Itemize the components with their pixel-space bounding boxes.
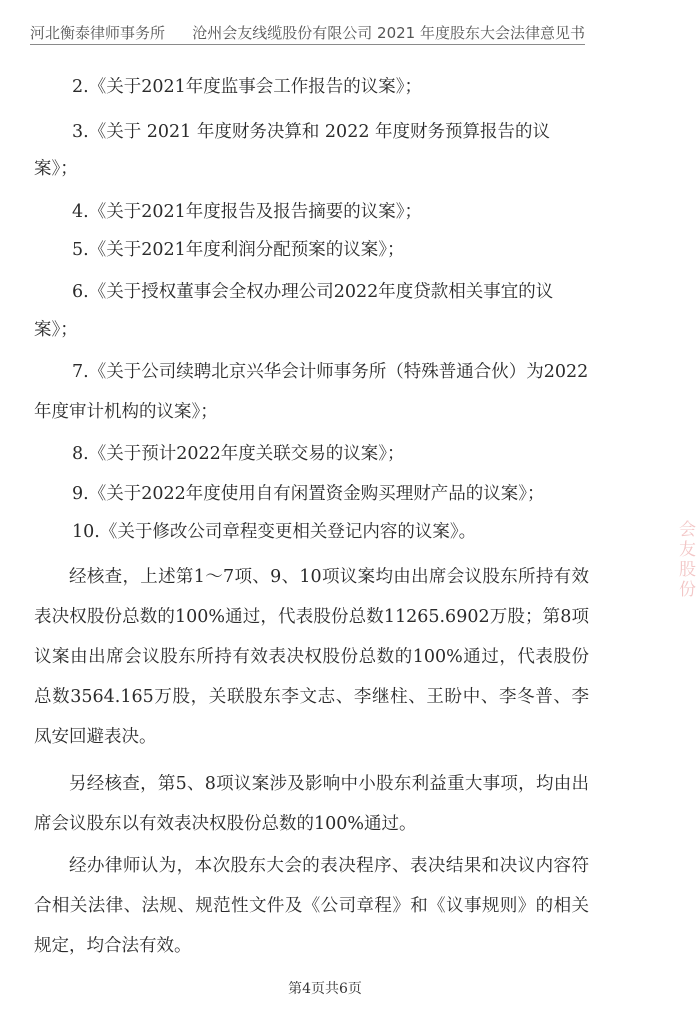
page-number: 第4页共6页 <box>288 981 362 997</box>
seal-stamp: 会友股份 <box>675 520 695 600</box>
agenda-item-2: 2.《关于2021年度监事会工作报告的议案》； <box>72 77 422 97</box>
agenda-item-9: 9.《关于2022年度使用自有闲置资金购买理财产品的议案》； <box>72 484 545 504</box>
agenda-item-5: 5.《关于2021年度利润分配预案的议案》； <box>72 240 405 260</box>
agenda-item-6-cont: 案》； <box>34 320 78 340</box>
verification-paragraph: 经核查，上述第1～7项、9、10项议案均由出席会议股东所持有效表决权股份总数的100%通过，代表股份总数11265.6902万股；第8项议案由出席会议股东所持有效表决权股份总数的100%通过，代表股份总数3564.165万股，关联股东李文志、李继柱、王盼中、李冬普、李凤安回避表决。 <box>34 567 589 747</box>
agenda-item-6: 6.《关于授权董事会全权办理公司2022年度贷款相关事宜的议 <box>72 282 554 302</box>
agenda-item-10: 10.《关于修改公司章程变更相关登记内容的议案》。 <box>72 522 477 542</box>
agenda-item-7: 7.《关于公司续聘北京兴华会计师事务所（特殊普通合伙）为2022 <box>72 362 589 382</box>
agenda-item-3-cont: 案》； <box>34 159 78 179</box>
minority-paragraph: 另经核查，第5、8项议案涉及影响中小股东利益重大事项，均由出席会议股东以有效表决权股份总数的100%通过。 <box>34 774 589 834</box>
header-firm-name: 河北衡泰律师事务所 <box>30 24 166 42</box>
agenda-item-8: 8.《关于预计2022年度关联交易的议案》； <box>72 444 405 464</box>
page-header <box>30 22 585 45</box>
agenda-item-4: 4.《关于2021年度报告及报告摘要的议案》； <box>72 202 422 222</box>
agenda-item-3: 3.《关于 2021 年度财务决算和 2022 年度财务预算报告的议 <box>72 122 551 142</box>
header-document-title: 沧州会友线缆股份有限公司 2021 年度股东大会法律意见书 <box>192 24 585 42</box>
conclusion-paragraph: 经办律师认为，本次股东大会的表决程序、表决结果和决议内容符合相关法律、法规、规范性文件及《公司章程》和《议事规则》的相关规定，均合法有效。 <box>34 856 589 956</box>
agenda-item-7-cont: 年度审计机构的议案》； <box>34 402 218 422</box>
